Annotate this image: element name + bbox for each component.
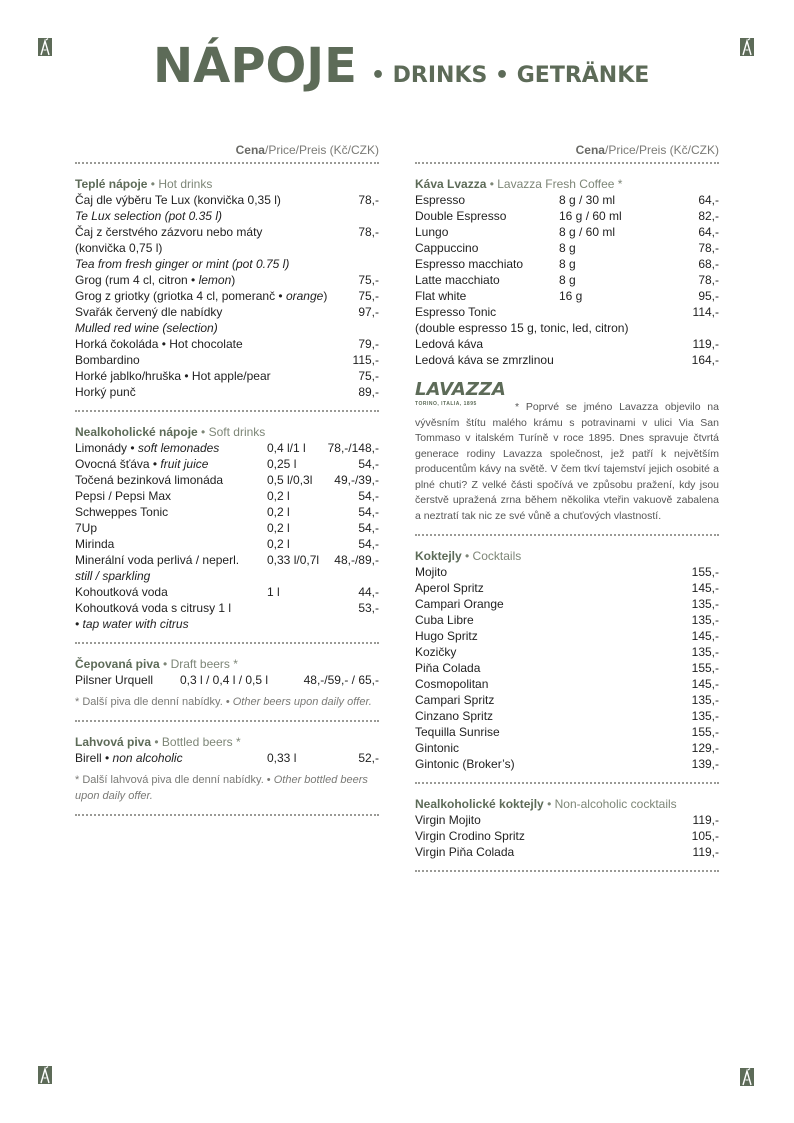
menu-item: Čaj z čerstvého zázvoru nebo máty 78,-: [75, 225, 379, 239]
page-title: [153, 38, 650, 94]
menu-item: Espresso Tonic 114,-: [415, 305, 719, 319]
footnote: * Další lahvová piva dle denní nabídky. • Other bottled beers upon daily offer.: [75, 774, 368, 802]
corner-logo-icon: [38, 38, 52, 56]
menu-item-translation: Tea from fresh ginger or mint (pot 0.75 l): [75, 257, 290, 271]
left-column: [75, 140, 379, 816]
menu-item-translation: still / sparkling: [75, 569, 151, 583]
menu-item-translation: • tap water with citrus: [75, 617, 189, 631]
lavazza-logo: [415, 380, 511, 414]
menu-item: Cuba Libre 135,-: [415, 613, 719, 627]
section-cocktails: [415, 536, 719, 782]
menu-item: Horká čokoláda • Hot chocolate 79,-: [75, 337, 379, 351]
menu-item: Grog (rum 4 cl, citron • lemon) 75,-: [75, 273, 379, 287]
menu-item: Svařák červený dle nabídky 97,-: [75, 305, 379, 319]
price-header: [415, 140, 719, 162]
menu-item: Hugo Spritz 145,-: [415, 629, 719, 643]
menu-item: Virgin Mojito 119,-: [415, 813, 719, 827]
menu-item: Virgin Crodino Spritz 105,-: [415, 829, 719, 843]
menu-item: Schweppes Tonic 0,2 l 54,-: [75, 505, 379, 519]
menu-item: Pepsi / Pepsi Max 0,2 l 54,-: [75, 489, 379, 503]
section-title: Nealkoholické koktejly • Non-alcoholic cocktails: [415, 797, 677, 811]
menu-item: Birell • non alcoholic 0,33 l 52,-: [75, 751, 379, 765]
price-header-rest: /Price/Preis (Kč/CZK): [604, 143, 719, 157]
price-header-cena: Cena: [235, 143, 265, 157]
section-title: Koktejly • Cocktails: [415, 549, 522, 563]
section-nonalcoholic-cocktails: [415, 784, 719, 870]
section-title: Káva Lvazza • Lavazza Fresh Coffee *: [415, 177, 623, 191]
menu-item: Cosmopolitan 145,-: [415, 677, 719, 691]
menu-item: Campari Spritz 135,-: [415, 693, 719, 707]
menu-item: Grog z griotky (griotka 4 cl, pomeranč • orange) 75,-: [75, 289, 379, 303]
menu-item: Ovocná šťáva • fruit juice 0,25 l 54,-: [75, 457, 379, 471]
section-draft-beers: [75, 644, 379, 720]
menu-item: Čaj dle výběru Te Lux (konvička 0,35 l) 78,-: [75, 193, 379, 207]
section-title: Nealkoholické nápoje • Soft drinks: [75, 425, 266, 439]
section-title: Čepovaná piva • Draft beers *: [75, 657, 238, 671]
menu-item: Campari Orange 135,-: [415, 597, 719, 611]
menu-item: Espresso 8 g / 30 ml 64,-: [415, 193, 719, 207]
menu-item: Pilsner Urquell 0,3 l / 0,4 l / 0,5 l 48,-/59,- / 65,-: [75, 673, 379, 687]
lavazza-tagline: TORINO, ITALIA, 1895: [415, 401, 477, 407]
title-main: NÁPOJE: [153, 38, 357, 94]
menu-item: Tequilla Sunrise 155,-: [415, 725, 719, 739]
menu-item: Gintonic 129,-: [415, 741, 719, 755]
menu-item: Bombardino 115,-: [75, 353, 379, 367]
menu-item-translation: Mulled red wine (selection): [75, 321, 218, 335]
price-header-cena: Cena: [575, 143, 605, 157]
menu-item: Kohoutková voda 1 l 44,-: [75, 585, 379, 599]
section-coffee: [415, 164, 719, 534]
section-soft-drinks: [75, 412, 379, 642]
section-title: Lahvová piva • Bottled beers *: [75, 735, 241, 749]
menu-item: Limonády • soft lemonades 0,4 l/1 l 78,-/148,-: [75, 441, 379, 455]
menu-item: Horké jablko/hruška • Hot apple/pear 75,-: [75, 369, 379, 383]
menu-item: Lungo 8 g / 60 ml 64,-: [415, 225, 719, 239]
menu-item: Točená bezinková limonáda 0,5 l/0,3l 49,-/39,-: [75, 473, 379, 487]
menu-item: Mojito 155,-: [415, 565, 719, 579]
corner-logo-icon: [740, 38, 754, 56]
lavazza-info: [415, 380, 719, 524]
menu-item: Minerální voda perlivá / neperl. 0,33 l/0,7l 48,-/89,-: [75, 553, 379, 567]
title-sub: • DRINKS • GETRÄNKE: [370, 63, 650, 88]
menu-item: Kohoutková voda s citrusy 1 l 53,-: [75, 601, 379, 615]
menu-item: Cinzano Spritz 135,-: [415, 709, 719, 723]
menu-item-detail: (konvička 0,75 l): [75, 241, 163, 255]
divider: [415, 870, 719, 872]
lavazza-wordmark: LAVAZZA: [415, 379, 506, 400]
section-title: Teplé nápoje • Hot drinks: [75, 177, 213, 191]
menu-item: Virgin Piňa Colada 119,-: [415, 845, 719, 859]
price-header: [75, 140, 379, 162]
menu-item: 7Up 0,2 l 54,-: [75, 521, 379, 535]
divider: [75, 814, 379, 816]
price-header-rest: /Price/Preis (Kč/CZK): [264, 143, 379, 157]
menu-item: Horký punč 89,-: [75, 385, 379, 399]
section-bottled-beers: [75, 722, 379, 814]
right-column: [415, 140, 719, 872]
menu-item: Aperol Spritz 145,-: [415, 581, 719, 595]
section-hot-drinks: [75, 164, 379, 410]
menu-item: Flat white 16 g 95,-: [415, 289, 719, 303]
menu-item-detail: (double espresso 15 g, tonic, led, citron): [415, 321, 629, 335]
corner-logo-icon: [740, 1068, 754, 1086]
lavazza-description: * Poprvé se jméno Lavazza objevilo na vývěsním štítu malého krámu s potravinami v ulici Via San Tommaso v italském Turíně v roce 1895. Dnes spravuje čtvrtá generace rodiny Lavazza společnost, jež patří k největším producentům kávy na světě. V čem tkví tajemství jejich osobité a plné chuti? Z velké části spočívá ve způsobu pražení, kdy jsou čerstvě upražená zrna během několika vteřin vakuově zabalena a neztratí tak nic ze své vůně a chuťových vlastností.: [415, 401, 719, 522]
corner-logo-icon: [38, 1066, 52, 1084]
menu-item: Piňa Colada 155,-: [415, 661, 719, 675]
menu-item: Mirinda 0,2 l 54,-: [75, 537, 379, 551]
menu-item: Ledová káva 119,-: [415, 337, 719, 351]
menu-item: Cappuccino 8 g 78,-: [415, 241, 719, 255]
menu-item-translation: Te Lux selection (pot 0.35 l): [75, 209, 222, 223]
menu-item: Espresso macchiato 8 g 68,-: [415, 257, 719, 271]
menu-item: Ledová káva se zmrzlinou 164,-: [415, 353, 719, 367]
menu-item: Latte macchiato 8 g 78,-: [415, 273, 719, 287]
menu-item: Kozičky 135,-: [415, 645, 719, 659]
menu-item: Double Espresso 16 g / 60 ml 82,-: [415, 209, 719, 223]
footnote: * Další piva dle denní nabídky. • Other beers upon daily offer.: [75, 696, 372, 708]
menu-item: Gintonic (Broker’s) 139,-: [415, 757, 719, 771]
